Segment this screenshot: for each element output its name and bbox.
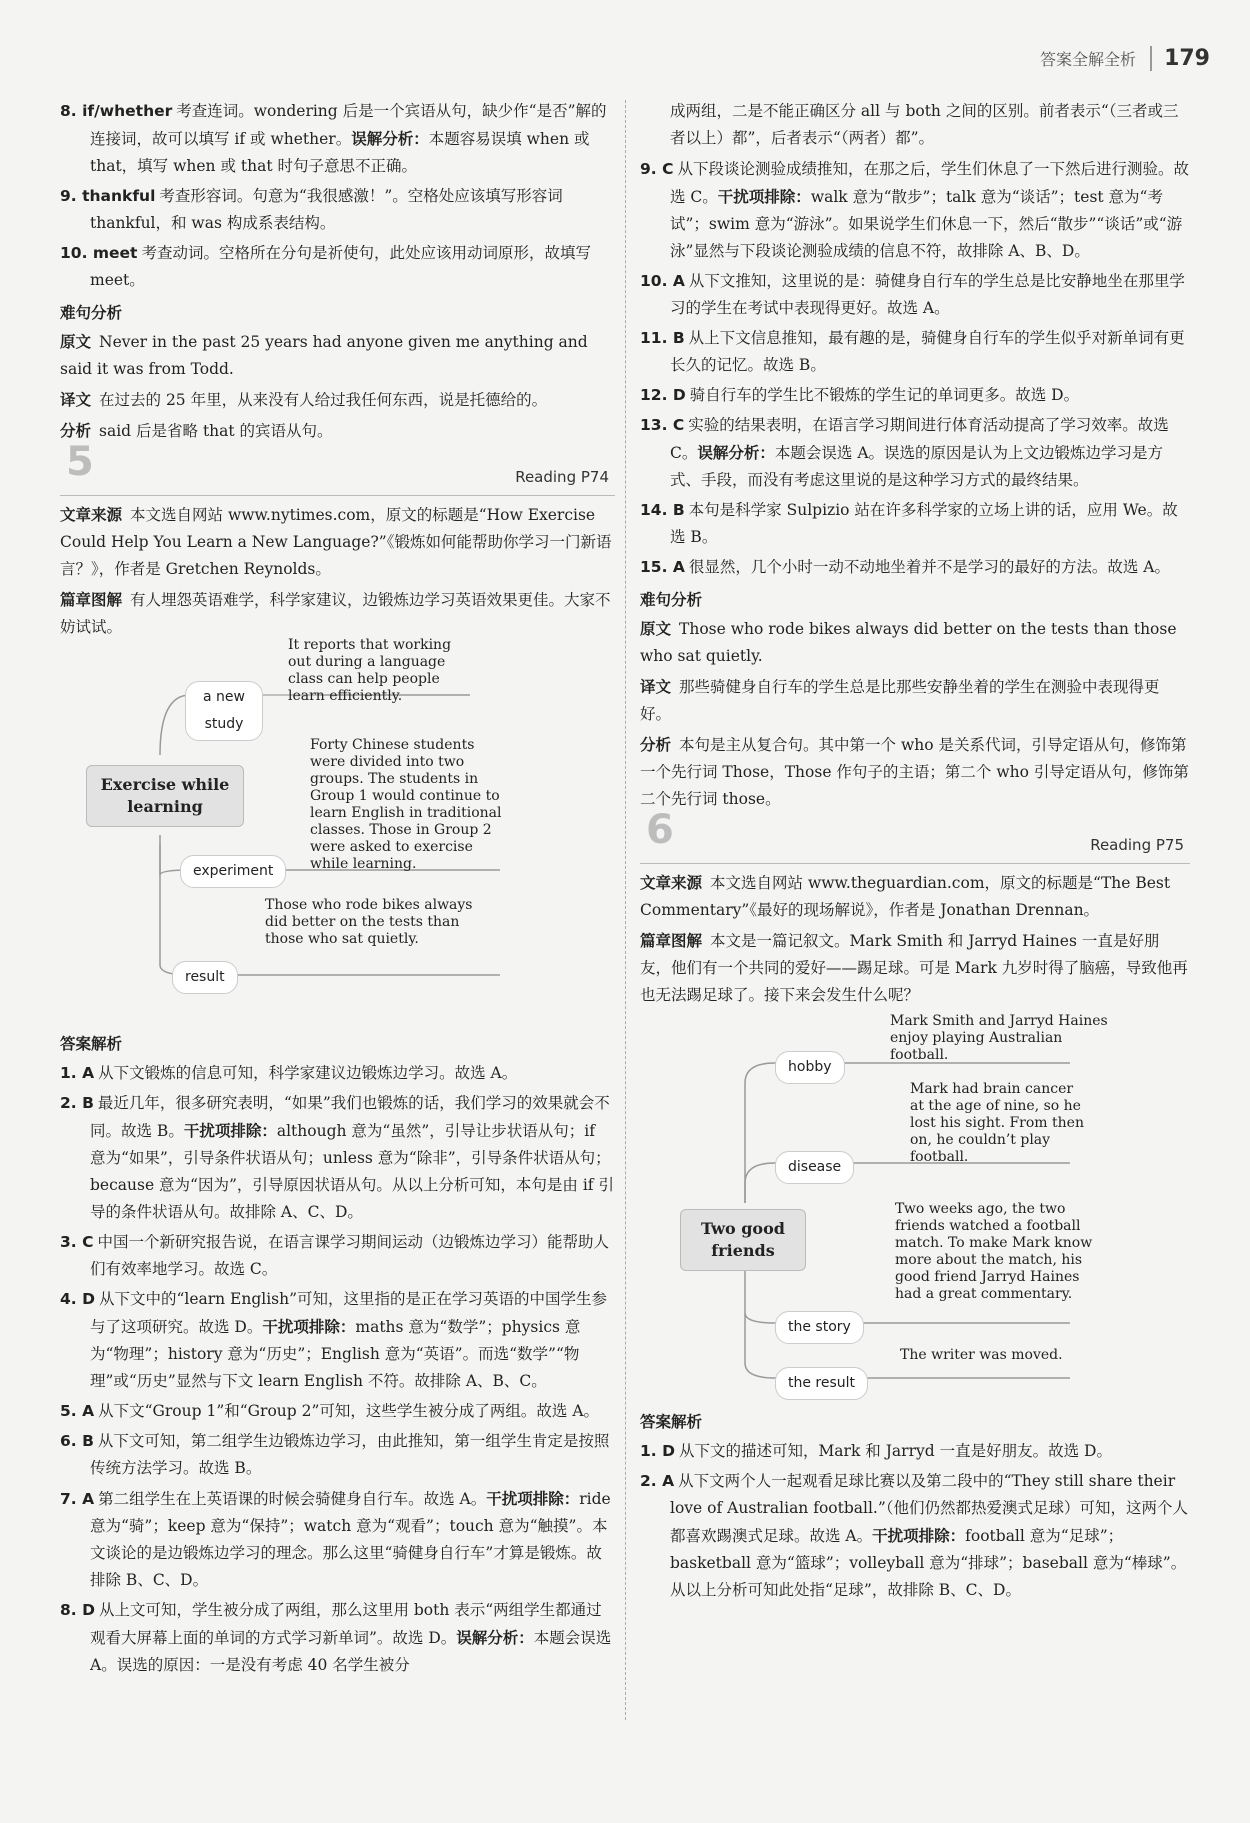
- reading-page: Reading P75: [1090, 836, 1184, 854]
- answer-item: 14. B 本句是科学家 Sulpizio 站在许多科学家的立场上讲的话，应用 We。故选 B。: [640, 501, 1178, 546]
- mind-map-5: [60, 637, 615, 1025]
- section-5-header: [60, 439, 615, 496]
- branch-hobby: hobby: [775, 1051, 845, 1084]
- translation: 译文 那些骑健身自行车的学生总是比那些安静坐着的学生在测验中表现得更好。: [640, 678, 1160, 723]
- answer-item: 15. A 很显然，几个小时一动不动地坐着并不是学习的最好的方法。故选 A。: [640, 558, 1170, 576]
- page-header: [1040, 38, 1210, 78]
- answer-item: 11. B 从上下文信息推知，最有趣的是，骑健身自行车的学生似乎对新单词有更长久的记忆。故选 B。: [640, 329, 1185, 374]
- branch-experiment: experiment: [180, 855, 286, 888]
- branch-a-new-study: a new study: [185, 681, 263, 741]
- branch-the-result: the result: [775, 1367, 868, 1400]
- difficult-sentence-heading: 难句分析: [60, 304, 123, 322]
- answer-item: 10. A 从下文推知，这里说的是：骑健身自行车的学生总是比安静地坐在那里学习的学生在考试中表现得更好。故选 A。: [640, 272, 1185, 317]
- answer-item: 2. B 最近几年，很多研究表明，“如果”我们也锻炼的话，我们学习的效果就会不同。故选 B。干扰项排除：although 意为“虽然”，引导让步状语从句；if 意为“如果”，引导条件状语从句；unless 意为“除非”，引导条件状语从句；because 意为“因为”，引导原因状语从句。从以上分析可知，本句是由 if 引导的条件状语从句。故排除 A、C、D。: [60, 1094, 614, 1221]
- continued-text: 成两组，二是不能正确区分 all 与 both 之间的区别。前者表示“（三者或三者以上）都”，后者表示“（两者）都”。: [670, 102, 1179, 147]
- difficult-sentence-heading: 难句分析: [640, 591, 703, 609]
- translation: 译文 在过去的 25 年里，从来没有人给过我任何东西，说是托德给的。: [60, 391, 548, 409]
- answer-item: 1. D 从下文的描述可知，Mark 和 Jarryd 一直是好朋友。故选 D。: [640, 1442, 1112, 1460]
- article-source: 文章来源 本文选自网站 www.theguardian.com，原文的标题是“The Best Commentary”《最好的现场解说》，作者是 Jonathan Drennan。: [640, 874, 1171, 919]
- answers-heading: 答案解析: [640, 1413, 703, 1431]
- mind-map-6: [640, 1013, 1190, 1403]
- answer-item: 3. C 中国一个新研究报告说，在语言课学习期间运动（边锻炼边学习）能帮助人们有效率地学习。故选 C。: [60, 1233, 609, 1278]
- answer-item: 2. A 从下文两个人一起观看足球比赛以及第二段中的“They still share their love of Australian football.”（他们仍然都热爱澳式足球）可知，这两个人都喜欢踢澳式足球。故选 A。干扰项排除：football 意为“足球”；basketball 意为“篮球”；volleyball 意为“排球”；baseball 意为“棒球”。从以上分析可知此处指“足球”，故排除 B、C、D。: [640, 1472, 1189, 1599]
- mind-map-center: Exercise while learning: [86, 765, 244, 827]
- branch-the-story: the story: [775, 1311, 864, 1344]
- answer-item: 9. C 从下段谈论测验成绩推知，在那之后，学生们休息了一下然后进行测验。故选 C。干扰项排除：walk 意为“散步”；talk 意为“谈话”；test 意为“考试”；swim 意为“游泳”。如果说学生们休息一下，然后“散步”“谈话”或“游泳”显然与下段谈论测验成绩的信息不符，故排除 A、B、D。: [640, 160, 1189, 260]
- section-number: 5: [66, 439, 94, 485]
- answers-heading: 答案解析: [60, 1035, 123, 1053]
- branch-disease: disease: [775, 1151, 854, 1184]
- branch-text: Forty Chinese students were divided into two groups. The students in Group 1 would continue to learn English in traditional classes. Those in Group 2 were asked to exercise while learning.: [310, 737, 502, 872]
- branch-result: result: [172, 961, 238, 994]
- answer-item: 5. A 从下文“Group 1”和“Group 2”可知，这些学生被分成了两组。故选 A。: [60, 1402, 600, 1420]
- header-title: 答案全解全析: [1040, 49, 1137, 69]
- left-column: [60, 98, 615, 1682]
- mind-map-center: Two good friends: [680, 1209, 806, 1271]
- section-number: 6: [646, 807, 674, 853]
- analysis: 分析 本句是主从复合句。其中第一个 who 是关系代词，引导定语从句，修饰第一个先行词 Those，Those 作句子的主语；第二个 who 引导定语从句，修饰第二个先行词 those。: [640, 736, 1189, 808]
- branch-text: It reports that working out during a language class can help people learn efficiently.: [288, 637, 452, 704]
- column-divider: [625, 100, 627, 1720]
- answer-item: 8. if/whether 考查连词。wondering 后是一个宾语从句，缺少作“是否”解的连接词，故可以填写 if 或 whether。误解分析：本题容易误填 when 或 that，填写 when 或 that 时句子意思不正确。: [60, 102, 607, 175]
- article-outline: 篇章图解 有人埋怨英语难学，科学家建议，边锻炼边学习英语效果更佳。大家不妨试试。: [60, 591, 611, 636]
- section-6-header: [640, 807, 1190, 864]
- reading-page: Reading P74: [515, 468, 609, 486]
- article-outline: 篇章图解 本文是一篇记叙文。Mark Smith 和 Jarryd Haines 一直是好朋友，他们有一个共同的爱好——踢足球。可是 Mark 九岁时得了脑癌，导致他再也无法踢足球了。接下来会发生什么呢？: [640, 932, 1188, 1004]
- answer-item: 13. C 实验的结果表明，在语言学习期间进行体育活动提高了学习效率。故选 C。误解分析：本题会误选 A。误选的原因是认为上文边锻炼边学习是方式、手段，而没有考虑这里说的是这种学习方式的最终结果。: [640, 416, 1169, 489]
- answer-item: 9. thankful 考查形容词。句意为“我很感激！”。空格处应该填写形容词 thankful，和 was 构成系表结构。: [60, 187, 563, 232]
- answer-item: 1. A 从下文锻炼的信息可知，科学家建议边锻炼边学习。故选 A。: [60, 1064, 518, 1082]
- answer-item: 6. B 从下文可知，第二组学生边锻炼边学习，由此推知，第一组学生肯定是按照传统方法学习。故选 B。: [60, 1432, 610, 1477]
- right-column: [640, 98, 1190, 1607]
- answer-item: 7. A 第二组学生在上英语课的时候会骑健身自行车。故选 A。干扰项排除：ride 意为“骑”；keep 意为“保持”；watch 意为“观看”；touch 意为“触摸”。本文谈论的是边锻炼边学习的理念。那么这里“骑健身自行车”才算是锻炼。故排除 B、C、D。: [60, 1489, 611, 1589]
- page-number: 179: [1150, 46, 1210, 71]
- branch-text: Two weeks ago, the two friends watched a football match. To make Mark know more about the match, his good friend Jarryd Haines had a great commentary.: [895, 1201, 1093, 1302]
- article-source: 文章来源 本文选自网站 www.nytimes.com，原文的标题是“How Exercise Could Help You Learn a New Language?”《锻炼如何能帮助你学习一门新语言？》，作者是 Gretchen Reynolds。: [60, 506, 612, 578]
- answer-item: 10. meet 考查动词。空格所在分句是祈使句，此处应该用动词原形，故填写 meet。: [60, 244, 591, 289]
- analysis: 分析 said 后是省略 that 的宾语从句。: [60, 422, 333, 440]
- branch-text: Mark Smith and Jarryd Haines enjoy playing Australian football.: [890, 1013, 1108, 1063]
- branch-text: Mark had brain cancer at the age of nine, so he lost his sight. From then on, he couldn’t play football.: [910, 1081, 1084, 1165]
- answer-item: 8. D 从上文可知，学生被分成了两组，那么这里用 both 表示“两组学生都通过观看大屏幕上面的单词的方式学习新单词”。故选 D。误解分析：本题会误选 A。误选的原因：一是没有考虑 40 名学生被分: [60, 1601, 612, 1674]
- branch-text: Those who rode bikes always did better on the tests than those who sat quietly.: [265, 897, 473, 947]
- original-sentence: 原文 Never in the past 25 years had anyone given me anything and said it was from Todd.: [60, 333, 588, 378]
- original-sentence: 原文 Those who rode bikes always did better on the tests than those who sat quietly.: [640, 620, 1177, 665]
- answer-item: 4. D 从下文中的“learn English”可知，这里指的是正在学习英语的中国学生参与了这项研究。故选 D。干扰项排除：maths 意为“数学”；physics 意为“物理”；history 意为“历史”；English 意为“英语”。而选“数学”“物理”或“历史”显然与下文 learn English 不符。故排除 A、B、C。: [60, 1290, 608, 1390]
- branch-text: The writer was moved.: [900, 1347, 1063, 1363]
- answer-item: 12. D 骑自行车的学生比不锻炼的学生记的单词更多。故选 D。: [640, 386, 1080, 404]
